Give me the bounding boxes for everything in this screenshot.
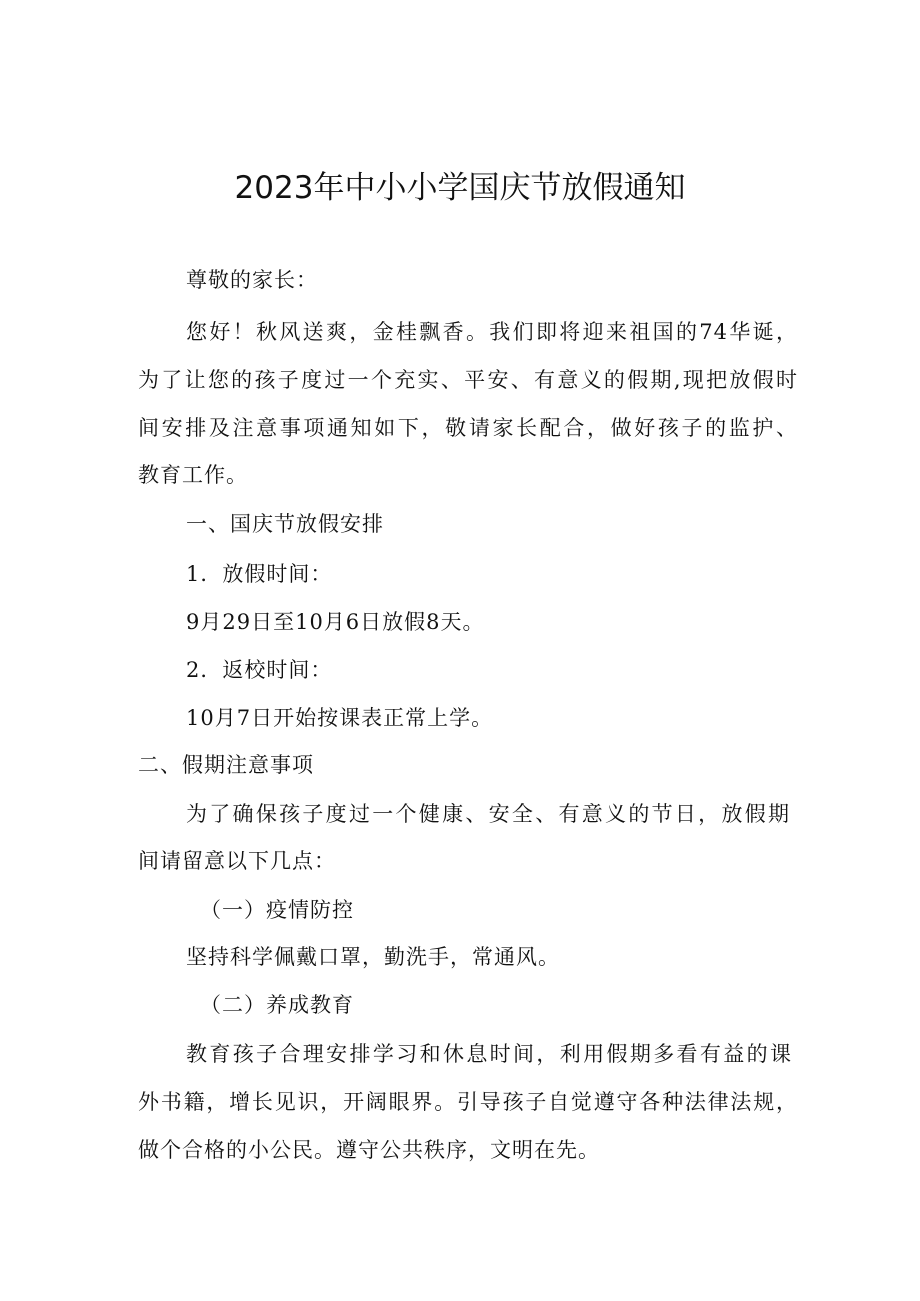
section-1-item-2-label: 2．返校时间： [186,658,333,682]
sub-2-line-1: 教育孩子合理安排学习和休息时间，利用假期多看有益的课 [186,1042,792,1066]
section-1-item-1-text: 9月29日至10月6日放假8天。 [186,610,485,634]
sub-1-text: 坚持科学佩戴口罩，勤洗手，常通风。 [186,945,560,969]
document-title: 2023年中小小学国庆节放假通知 [234,170,686,206]
section-1-item-1-label: 1．放假时间： [186,562,333,586]
section-2-intro-line-1: 为了确保孩子度过一个健康、安全、有意义的节日，放假期 [186,802,790,826]
intro-line-3: 间安排及注意事项通知如下，敬请家长配合，做好孩子的监护、 [138,416,798,440]
salutation: 尊敬的家长： [186,268,318,292]
section-2-intro-line-2: 间请留意以下几点： [138,849,336,873]
section-1-heading: 一、国庆节放假安排 [186,512,384,536]
sub-2-line-2: 外书籍，增长见识，开阔眼界。引导孩子自觉遵守各种法律法规， [138,1090,798,1114]
intro-line-4: 教育工作。 [138,463,248,487]
section-2-heading: 二、假期注意事项 [138,753,314,777]
intro-line-2: 为了让您的孩子度过一个充实、平安、有意义的假期,现把放假时 [138,368,798,392]
section-1-item-2-text: 10月7日开始按课表正常上学。 [186,706,494,730]
intro-line-1: 您好！秋风送爽，金桂飘香。我们即将迎来祖国的74华诞， [186,320,798,344]
sub-1-heading: （一）疫情防控 [200,898,354,922]
sub-2-heading: （二）养成教育 [200,993,354,1017]
sub-2-line-3: 做个合格的小公民。遵守公共秩序，文明在先。 [138,1138,600,1162]
